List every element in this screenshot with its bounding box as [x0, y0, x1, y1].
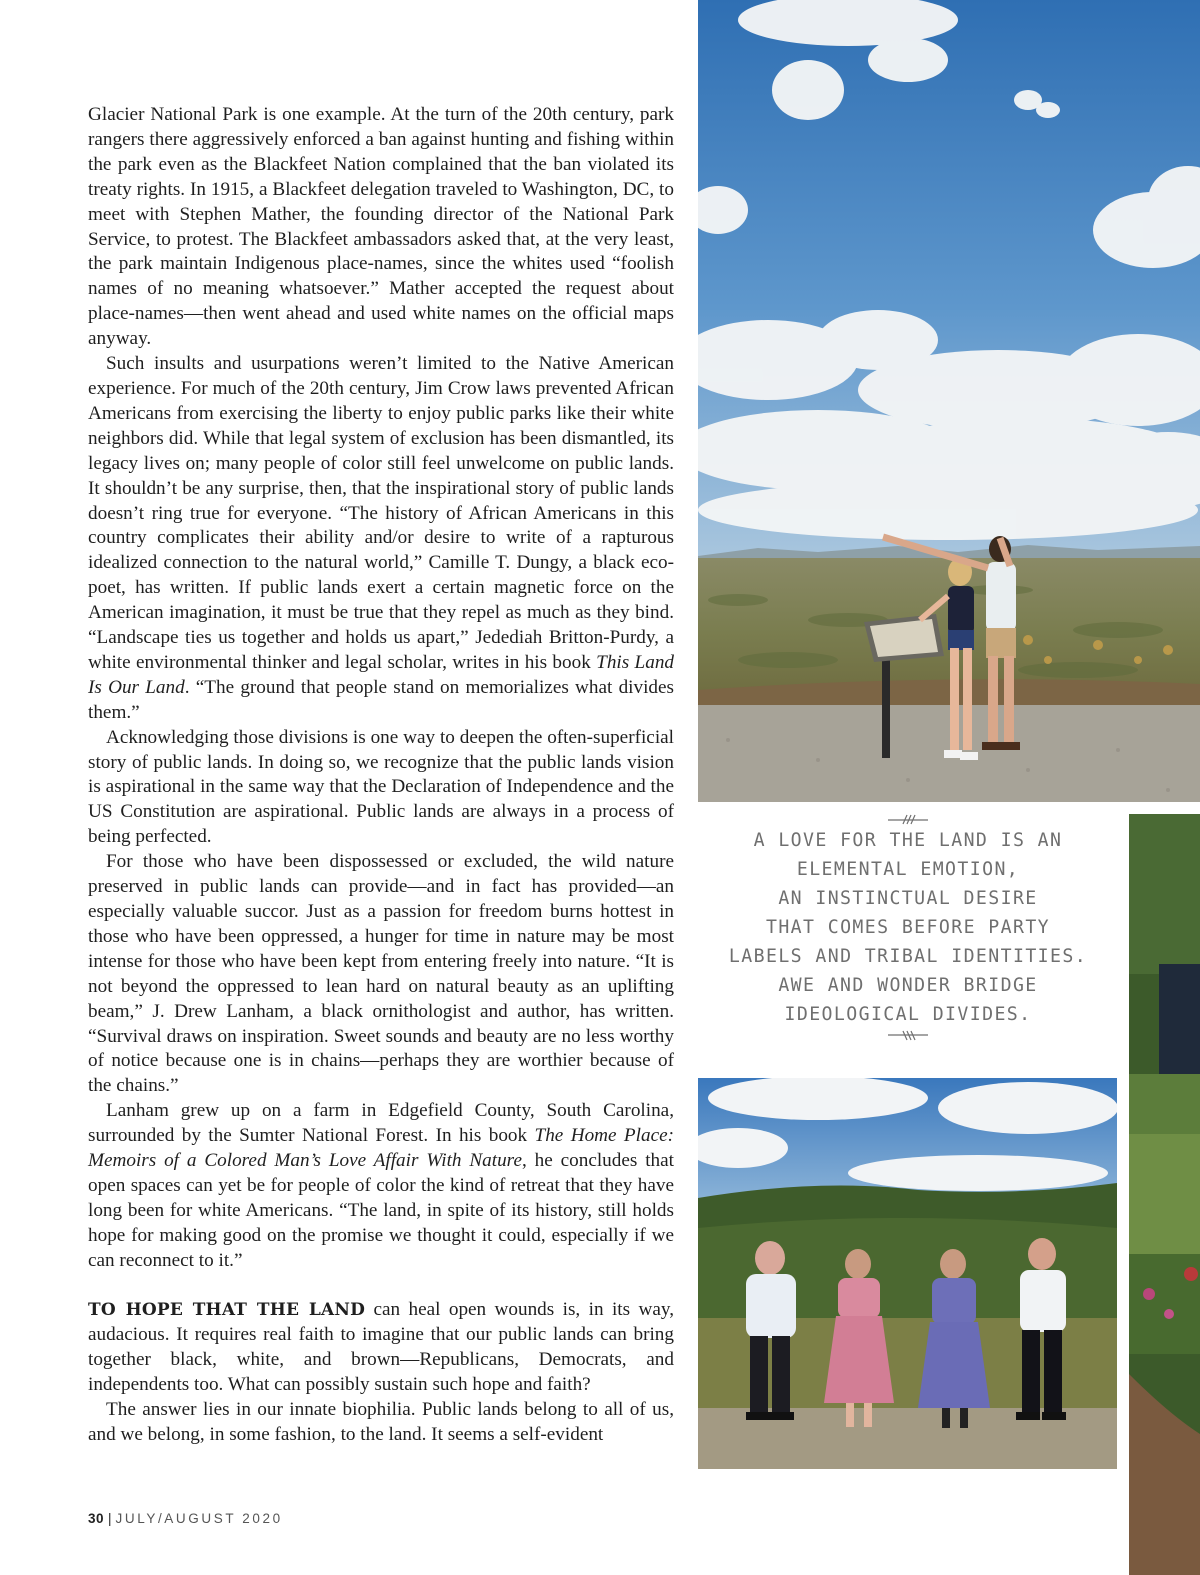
- paragraph: [88, 352, 674, 726]
- pull-quote-line: AWE AND WONDER BRIDGE: [778, 975, 1038, 996]
- pull-quote-line: LABELS AND TRIBAL IDENTITIES.: [728, 946, 1088, 967]
- ornament-icon: [888, 812, 928, 826]
- article-body: [88, 103, 674, 1448]
- issue-date: JULY/AUGUST 2020: [115, 1511, 283, 1526]
- group-scene: [698, 1078, 1117, 1469]
- book-title: This Land Is Our Land: [88, 651, 675, 698]
- paragraph-text: , he concludes that open spaces can yet be for people of color the kind of retreat that they have long been for white Americans. “The land, in spite of its history, still holds hope for making good on the promise we thought it could, especially if we can reconnect to it.”: [88, 1150, 674, 1271]
- paragraph: For those who have been dispossessed or excluded, the wild nature preserved in public lands can provide—and in fact has provided—an especially valuable succor. Just as a passion for freedom burns hottest in those who have been oppressed, a hunger for time in nature may be most intense for those who have been kept from entering freely into nature. “It is not beyond the oppressed to lean hard on natural beauty as an uplifting beam,” J. Drew Lanham, a black ornithologist and author, has written. “Survival draws on inspiration. Sweet sounds and beauty are no less worthy of notice because one is in chains—perhaps they are worthier because of the chains.”: [88, 851, 674, 1097]
- paragraph-text: Such insults and usurpations weren’t limited to the Native American experience. For much of the 20th century, Jim Crow laws prevented African Americans from exercising the liberty to enjoy public parks like their white neighbors did. While that legal system of exclusion has been dismantled, its legacy lives on; many people of color still feel unwelcome on public lands. It shouldn’t be any surprise, then, that the inspirational story of public lands doesn’t ring true for everyone. “The history of African Americans in this country complicates their ability and/or desire to write of a rapturous idealized connection to the natural world,” Camille T. Dungy, a black eco-poet, has written. If public lands exert a certain magnetic force on the American imagination, it must be true that they repel as much as they bind. “Landscape ties us together and holds us apart,” Jedediah Britton-Purdy, a white environmental thinker and legal scholar, writes in his book: [88, 353, 674, 673]
- pull-quote-line: THAT COMES BEFORE PARTY: [765, 917, 1051, 938]
- paragraph-text: can heal open wounds is, in its way, audacious. It requires real faith to imagine that our public lands can bring together black, white, and brown—Republicans, Democrats, and independents too. What can possibly sustain such hope and faith?: [88, 1299, 674, 1396]
- pull-quote-line: IDEOLOGICAL DIVIDES.: [784, 1004, 1032, 1025]
- pull-quote-line: ELEMENTAL EMOTION,: [796, 859, 1020, 880]
- garden-scene: [1129, 814, 1200, 1575]
- ornament-icon: [888, 1029, 928, 1043]
- paragraph: The answer lies in our innate biophilia. Public lands belong to all of us, and we belong, in some fashion, to the land. It seems a self-evident: [88, 1399, 674, 1446]
- page-number: 30: [88, 1511, 105, 1526]
- pull-quote-line: AN INSTINCTUAL DESIRE: [778, 888, 1038, 909]
- paragraph: Acknowledging those divisions is one way to deepen the often-superficial story of public lands. In doing so, we recognize that the public lands vision is aspirational in the same way that the Declaration of Independence and the US Constitution are aspirational. Public lands are always in a process of being perfected.: [88, 726, 674, 848]
- paragraph: Glacier National Park is one example. At the turn of the 20th century, park rangers there aggressively enforced a ban against hunting and fishing within the park even as the Blackfeet Nation complained that the ban violated its treaty rights. In 1915, a Blackfeet delegation traveled to Washington, DC, to meet with Stephen Mather, the founding director of the National Park Service, to protest. The Blackfeet ambassadors asked that, at the very least, the park maintain Indigenous place-names, since the whites used “foolish names of no meaning whatsoever.” Mather accepted the request about place-names—then went ahead and used white names on the official maps anyway.: [88, 104, 674, 350]
- prairie-scene: [698, 0, 1200, 802]
- section-lead-in: TO HOPE THAT THE LAND: [88, 1300, 366, 1321]
- pull-quote-line: A LOVE FOR THE LAND IS AN: [753, 830, 1063, 851]
- page-footer: [88, 1511, 283, 1526]
- pull-quote: [700, 812, 1116, 1067]
- paragraph-text: . “The ground that people stand on memorializes what divides them.”: [88, 676, 674, 723]
- footer-separator: |: [108, 1511, 112, 1526]
- paragraph-text: Lanham grew up on a farm in Edgefield County, South Carolina, surrounded by the Sumter National Forest. In his book: [88, 1100, 674, 1147]
- paragraph: [88, 1099, 674, 1273]
- photo-garden-edge: [1129, 814, 1200, 1575]
- section-paragraph: [88, 1298, 674, 1398]
- photo-group-overlook: [698, 1078, 1117, 1469]
- photo-prairie-hikers: [698, 0, 1200, 802]
- book-title: The Home Place: Memoirs of a Colored Man’s Love Affair With Nature: [88, 1125, 674, 1172]
